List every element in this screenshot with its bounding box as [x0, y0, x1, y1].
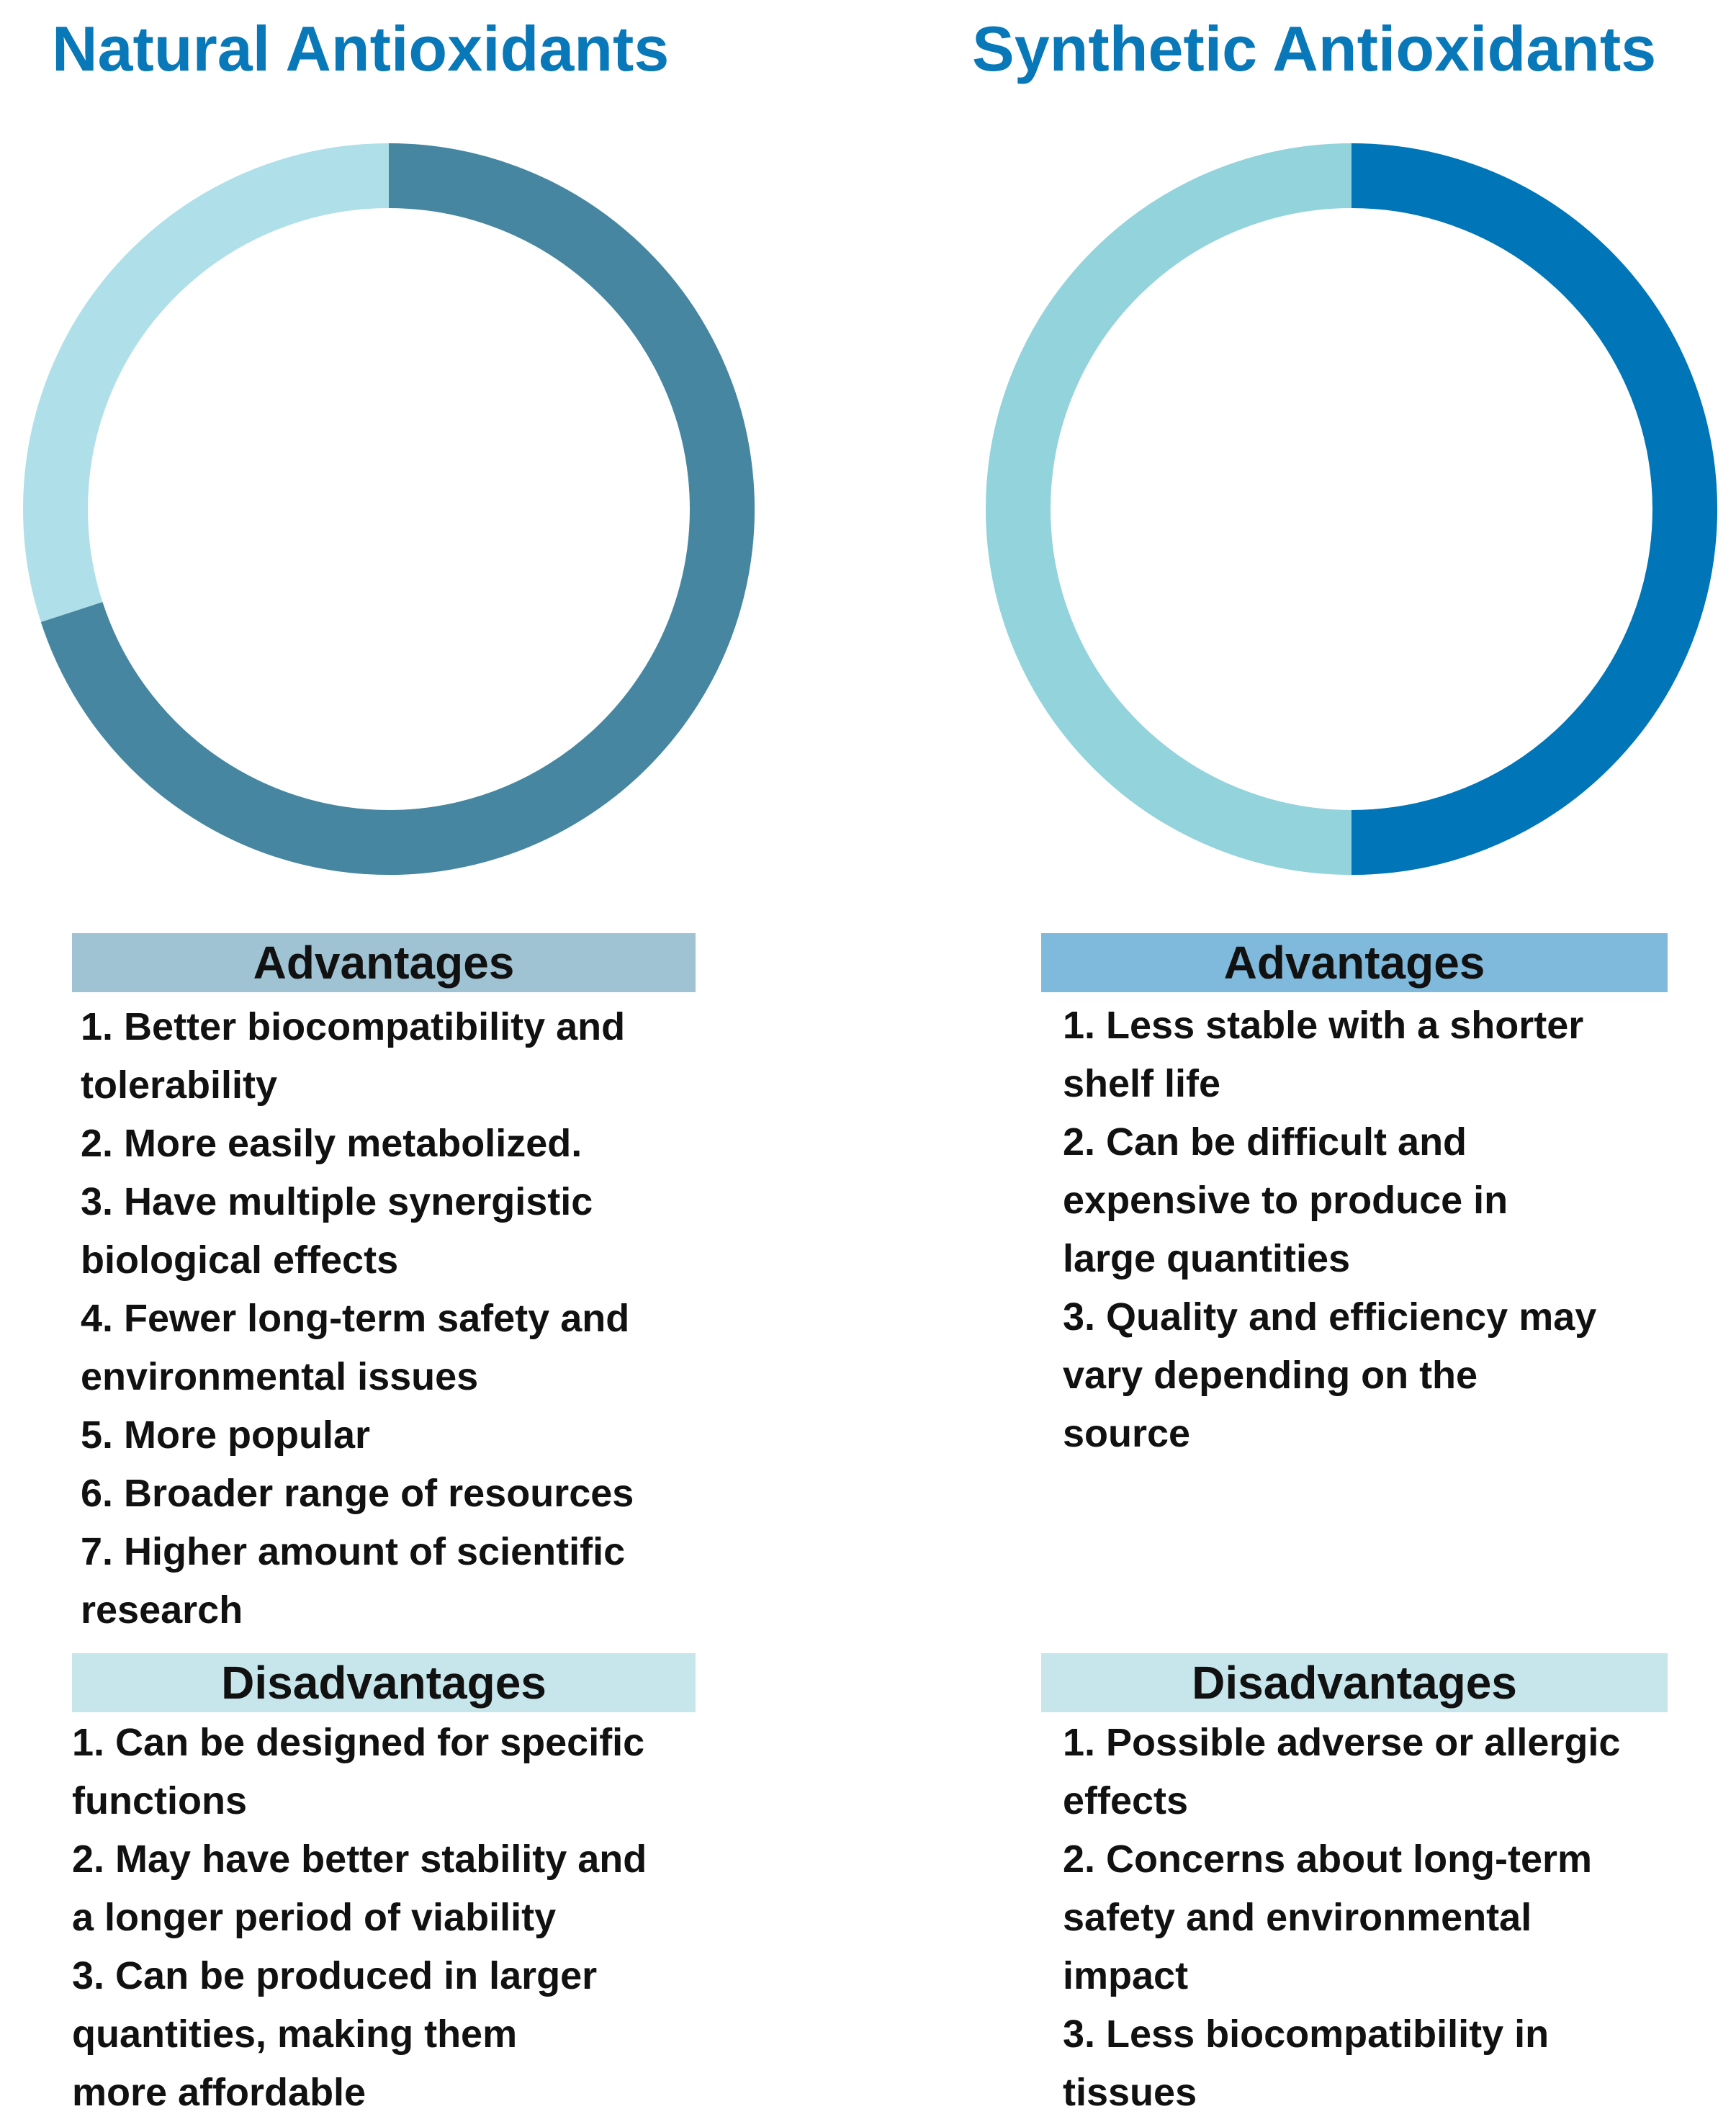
natural-advantages-header: Advantages	[72, 933, 696, 992]
list-item: 2. More easily metabolized.	[81, 1122, 583, 1165]
synthetic-disadvantages-header: Disadvantages	[1041, 1653, 1668, 1712]
list-item: tissues	[1063, 2071, 1197, 2114]
list-item: shelf life	[1063, 1062, 1221, 1105]
list-item: environmental issues	[81, 1355, 479, 1398]
list-item: 2. May have better stability and	[72, 1838, 647, 1881]
natural-advantages-list	[81, 998, 757, 1640]
natural-title: Natural Antioxidants	[52, 13, 670, 84]
synthetic-advantages-header: Advantages	[1041, 933, 1668, 992]
list-item: 1. Better biocompatibility and	[81, 1005, 626, 1048]
list-item: functions	[72, 1779, 247, 1822]
list-item: 7. Higher amount of scientific	[81, 1530, 626, 1573]
synthetic-advantages-list	[1063, 997, 1736, 1463]
list-item: expensive to produce in	[1063, 1179, 1508, 1222]
synthetic-title: Synthetic Antioxidants	[972, 13, 1657, 84]
list-item: effects	[1063, 1779, 1189, 1822]
natural-disadvantages-list	[72, 1714, 749, 2122]
synthetic-disadvantages-list	[1063, 1714, 1736, 2122]
list-item: 3. Have multiple synergistic	[81, 1180, 593, 1223]
list-item: vary depending on the	[1063, 1354, 1478, 1397]
list-item: research	[81, 1588, 243, 1632]
list-item: 1. Can be designed for specific	[72, 1721, 645, 1764]
list-item: 3. Can be produced in larger	[72, 1954, 598, 1997]
list-item: a longer period of viability	[72, 1896, 557, 1939]
list-item: 5. More popular	[81, 1413, 371, 1457]
list-item: safety and environmental	[1063, 1896, 1532, 1939]
list-item: source	[1063, 1412, 1191, 1455]
list-item: 3. Less biocompatibility in	[1063, 2013, 1550, 2056]
list-item: 4. Fewer long-term safety and	[81, 1297, 630, 1340]
list-item: more affordable	[72, 2071, 366, 2114]
list-item: 3. Quality and efficiency may	[1063, 1295, 1597, 1339]
list-item: quantities, making them	[72, 2013, 518, 2056]
list-item: 6. Broader range of resources	[81, 1472, 634, 1515]
donut-rings	[0, 0, 1736, 893]
list-item: tolerability	[81, 1064, 278, 1107]
list-item: biological effects	[81, 1238, 399, 1282]
list-item: 1. Less stable with a shorter	[1063, 1004, 1584, 1047]
list-item: 2. Can be difficult and	[1063, 1120, 1467, 1164]
natural-disadvantages-header: Disadvantages	[72, 1653, 696, 1712]
list-item: large quantities	[1063, 1237, 1351, 1280]
list-item: impact	[1063, 1954, 1189, 1997]
list-item: 2. Concerns about long-term	[1063, 1838, 1593, 1881]
synthetic-ring-segment	[1352, 176, 1685, 842]
list-item: 1. Possible adverse or allergic	[1063, 1721, 1621, 1764]
